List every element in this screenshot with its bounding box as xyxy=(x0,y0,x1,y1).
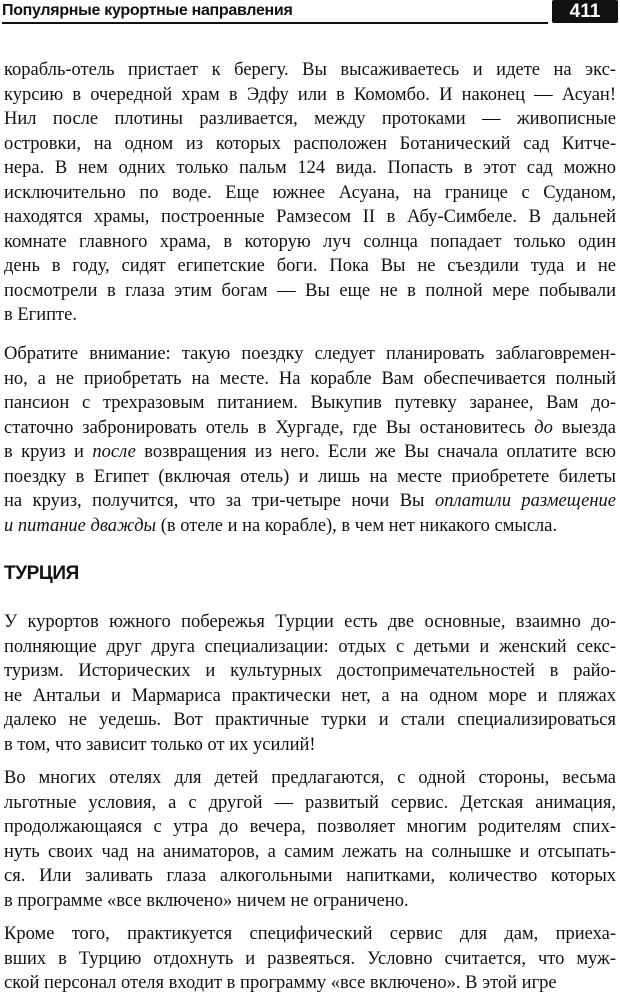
text-line: нуть своих чад на аниматоров, а самим лежать на солнышке и отсыпать- xyxy=(4,841,616,862)
paragraph-1 xyxy=(4,58,616,328)
emphasis-text: оплатили размещение xyxy=(434,491,616,511)
text-line: на круиз, получится, что за три-четыре ночи Вы оплатили размещение xyxy=(4,491,616,511)
paragraph-2 xyxy=(4,342,616,538)
emphasis-text: и питание дважды xyxy=(4,515,157,536)
text-line: исключительно по воде. Еще южнее Асуана, на границе с Суданом, xyxy=(4,182,616,203)
text-line: и питание дважды (в отеле и на корабле), в чем нет никакого смысла. xyxy=(4,515,558,536)
text-line: в круиз и после возвращения из него. Если же Вы сначала оплатите всю xyxy=(4,442,616,462)
text-line: находятся храмы, построенные Рамзесом II в Абу-Симбеле. В дальней xyxy=(4,207,616,227)
text-line: полняющие друг друга специализации: отдых с детьми и женский секс- xyxy=(4,636,616,657)
section-heading-turkey: ТУРЦИЯ xyxy=(4,563,79,584)
text-line: в программе «все включено» ничем не ограничено. xyxy=(4,890,409,911)
text-line: нера. В нем одних только пальм 124 вида. Попасть в этот сад можно xyxy=(4,158,616,178)
paragraph-5 xyxy=(4,922,616,996)
text-line: поездку в Египет (включая отель) и лишь на месте приобретете билеты xyxy=(4,466,616,487)
paragraph-3 xyxy=(4,610,616,757)
page-number: 411 xyxy=(552,0,618,23)
text-line: но, а не приобретать на месте. На корабле Вам обеспечивается полный xyxy=(4,368,616,389)
text-line: курсию в очередной храм в Эдфу или в Комомбо. И наконец — Асуан! xyxy=(4,84,616,105)
text-line: статочно забронировать отель в Хургаде, где Вы остановитесь до выезда xyxy=(4,417,616,438)
text-line: У курортов южного побережья Турции есть две основные, взаимно до- xyxy=(4,612,616,632)
paragraph-4 xyxy=(4,766,616,913)
text-line: ской персонал отеля входит в программу «все включено». В этой игре xyxy=(4,973,557,993)
text-line: Кроме того, практикуется специфический сервис для дам, приеха- xyxy=(4,924,616,944)
text-line: не Антальи и Мармариса практически нет, а на одном море и пляжах xyxy=(4,685,616,706)
text-line: Нил после плотины разливается, между протоками — живописные xyxy=(4,109,616,129)
text-line: комнате главного храма, в которую луч солнца попадает только один xyxy=(4,231,616,252)
text-line: посмотрели в глаза этим богам — Вы еще не в полной мере побывали xyxy=(4,280,616,301)
text-line: вших в Турцию отдохнуть и развеяться. Условно считается, что муж- xyxy=(4,948,616,969)
emphasis-text: до xyxy=(534,417,553,438)
text-line: Во многих отелях для детей предлагаются, с одной стороны, весьма xyxy=(4,768,616,788)
emphasis-text: после xyxy=(92,442,136,462)
text-line: островки, на одном из которых расположен Ботанический сад Китче- xyxy=(4,133,616,154)
text-line: в том, что зависит только от их усилий! xyxy=(4,734,316,755)
header-rule xyxy=(2,22,548,24)
text-line: льготные условия, а с другой — развитый сервис. Детская анимация, xyxy=(4,792,616,813)
running-header xyxy=(2,0,618,24)
text-line: корабль-отель пристает к берегу. Вы высаживаетесь и идете на экс- xyxy=(4,60,616,80)
text-line: день в году, сидят египетские боги. Пока Вы не съездили туда и не xyxy=(4,256,616,276)
text-line: в Египте. xyxy=(4,305,77,325)
text-line: Обратите внимание: такую поездку следует планировать заблаговремен- xyxy=(4,344,616,364)
text-line: далеко не уедешь. Вот практичные турки и стали специализироваться xyxy=(4,710,616,730)
text-line: туризм. Исторических и культурных достопримечательностей в райо- xyxy=(4,661,616,681)
running-header-title: Популярные курортные направления xyxy=(2,2,293,19)
text-line: продолжающаяся с утра до вечера, позволяет многим родителям спих- xyxy=(4,817,616,837)
text-line: ся. Или заливать глаза алкогольными напитками, количество которых xyxy=(4,866,616,886)
text-line: пансион с трехразовым питанием. Выкупив путевку заранее, Вам до- xyxy=(4,393,616,413)
